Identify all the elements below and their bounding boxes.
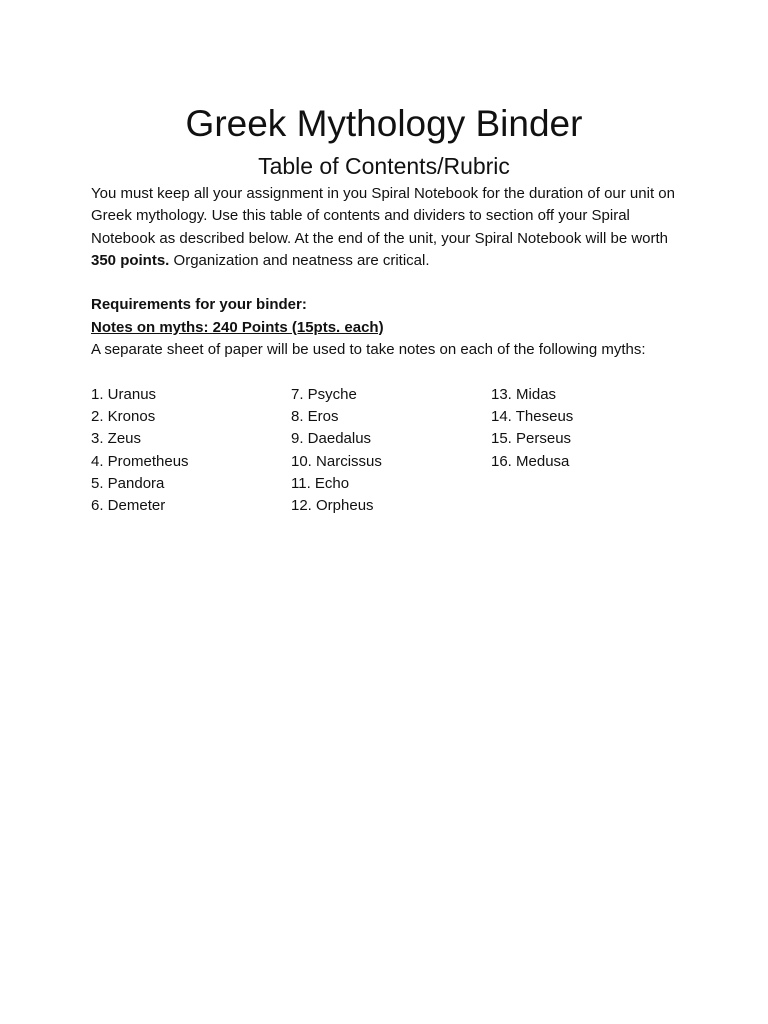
- myth-item: 7. Psyche: [291, 385, 357, 403]
- intro-paragraph: [91, 183, 691, 272]
- intro-points-emphasis: 350 points.: [91, 251, 170, 269]
- myth-item: 12. Orpheus: [291, 497, 374, 515]
- myth-column-3: [491, 384, 691, 518]
- myth-item: 11. Echo: [291, 474, 350, 492]
- page-subtitle: Table of Contents/Rubric: [258, 153, 510, 179]
- document-body: [91, 183, 691, 517]
- intro-text-start: You must keep all your assignment in you Spiral Notebook for the duration of our unit on Greek mythology. Use this table of contents and dividers to section off your Spiral Notebook as described below. At the end of the unit, your Spiral Notebook will be worth: [91, 185, 675, 247]
- myth-item: 4. Prometheus: [91, 452, 189, 470]
- intro-text-end: Organization and neatness are critical.: [169, 251, 430, 269]
- myth-item: 1. Uranus: [91, 385, 157, 403]
- myth-item: 16. Medusa: [491, 452, 570, 470]
- myth-item: 6. Demeter: [91, 497, 166, 515]
- myth-item: 14. Theseus: [491, 407, 574, 425]
- notes-heading: Notes on myths: 240 Points (15pts. each): [91, 318, 384, 336]
- notes-description: A separate sheet of paper will be used to take notes on each of the following myths:: [91, 341, 646, 359]
- page-title: Greek Mythology Binder: [185, 103, 583, 144]
- requirements-heading: Requirements for your binder:: [91, 296, 307, 314]
- myth-column-2: [291, 384, 491, 518]
- myth-item: 10. Narcissus: [291, 452, 382, 470]
- myth-item: 3. Zeus: [91, 430, 142, 448]
- myth-item: 15. Perseus: [491, 430, 572, 448]
- myth-list: [91, 384, 691, 518]
- myth-item: 2. Kronos: [91, 407, 156, 425]
- myth-item: 9. Daedalus: [291, 430, 372, 448]
- myth-column-1: [91, 384, 291, 518]
- myth-item: 8. Eros: [291, 407, 339, 425]
- myth-item: 5. Pandora: [91, 474, 165, 492]
- myth-item: 13. Midas: [491, 385, 557, 403]
